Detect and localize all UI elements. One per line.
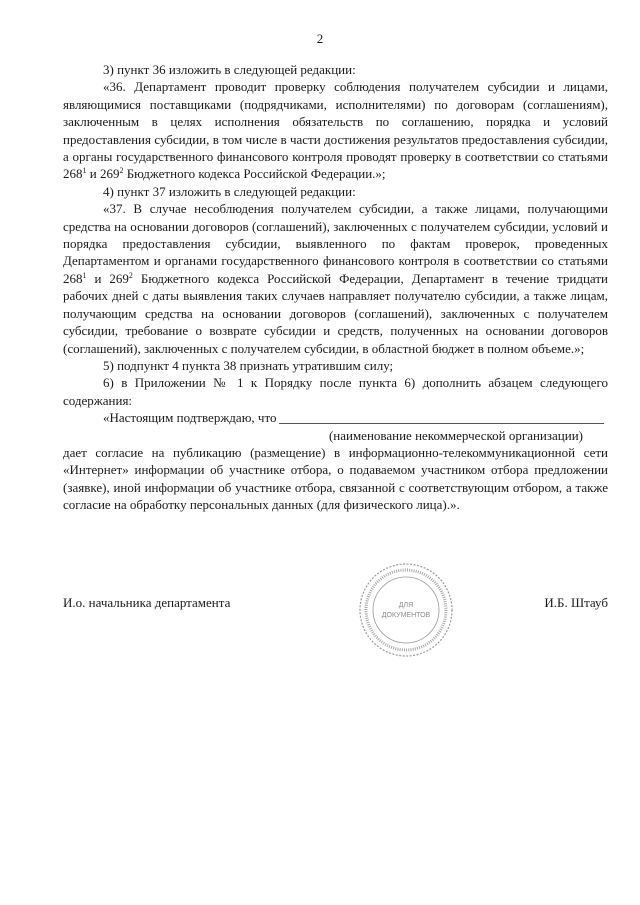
quote-start: «Настоящим подтверждаю, что [103,410,277,426]
item-36-text: «36. Департамент проводит проверку соблюдения получателем субсидии и лицами, являющимися поставщиками (подрядчиками, исполнителями) по договорам (соглашениям), заключенным в целях исполнения обязательств по соглашению, порядка и условий предоставления субсидии, в том числе в части достижения результатов предоставления субсидии, а органы государственного финансового контроля проводят проверку в соответствии со статьями 268 [63,79,608,182]
superscript-2: 2 [128,270,133,280]
blank-fill-line [279,411,604,424]
item-36-end: Бюджетного кодекса Российской Федерации.»; [123,166,386,182]
organization-caption: (наименование некоммерческой организации) [328,427,583,443]
stamp-line-1: ДЛЯ [398,602,414,609]
item-6-paragraph: 6) в Приложении № 1 к Порядку после пункта 6) дополнить абзацем следующего содержания: [63,375,608,408]
superscript-1: 1 [82,166,87,176]
item-4-heading: 4) пункт 37 изложить в следующей редакции: [103,183,356,199]
item-37-paragraph [63,200,608,357]
document-body [63,61,608,514]
item-36-paragraph [63,78,608,182]
page-number: 2 [316,31,324,46]
signature-name: И.Б. Штауб [544,595,608,610]
item-37-mid: и 269 [86,270,129,286]
item-37-end: Бюджетного кодекса Российской Федерации, Департамент в течение тридцати рабочих дней с даты выявления таких случаев направляет получателю субсидии, а также лицам, получающим средства на основании договоров (соглашений), заключенных с получателем субсидии, требование о возврате субсидии и средств, полученных на основании договоров (соглашений), заключенных с получателем субсидии, в областной бюджет в полном объеме.»; [63,270,608,356]
consent-paragraph: дает согласие на публикацию (размещение) в информационно-телекоммуникационной сети «Интернет» информации об участнике отбора, о подаваемом участником отбора предложении (заявке), иной информации об участнике отбора, связанной с соответствующим отбором, а также согласие на обработку персональных данных (для физического лица).». [63,444,608,513]
item-36-mid: и 269 [86,166,120,182]
item-3-heading: 3) пункт 36 изложить в следующей редакции: [103,62,356,77]
signature-title: И.о. начальника департамента [63,595,231,610]
document-stamp [356,560,456,660]
quote-start-line [63,409,608,426]
superscript-2: 2 [119,166,124,176]
superscript-1: 1 [82,270,87,280]
item-37-text: «37. В случае несоблюдения получателем субсидии, а также лицами, получающими средства на основании договоров (соглашений), заключенных с получателем субсидии, условий и порядка предоставления субсидии, выявленного по фактам проверок, проведенных Департаментом и органами государственного финансового контроля в соответствии со статьями 268 [63,201,608,286]
item-5-paragraph: 5) подпункт 4 пункта 38 признать утратившим силу; [103,357,394,373]
stamp-line-2: ДОКУМЕНТОВ [381,612,431,619]
